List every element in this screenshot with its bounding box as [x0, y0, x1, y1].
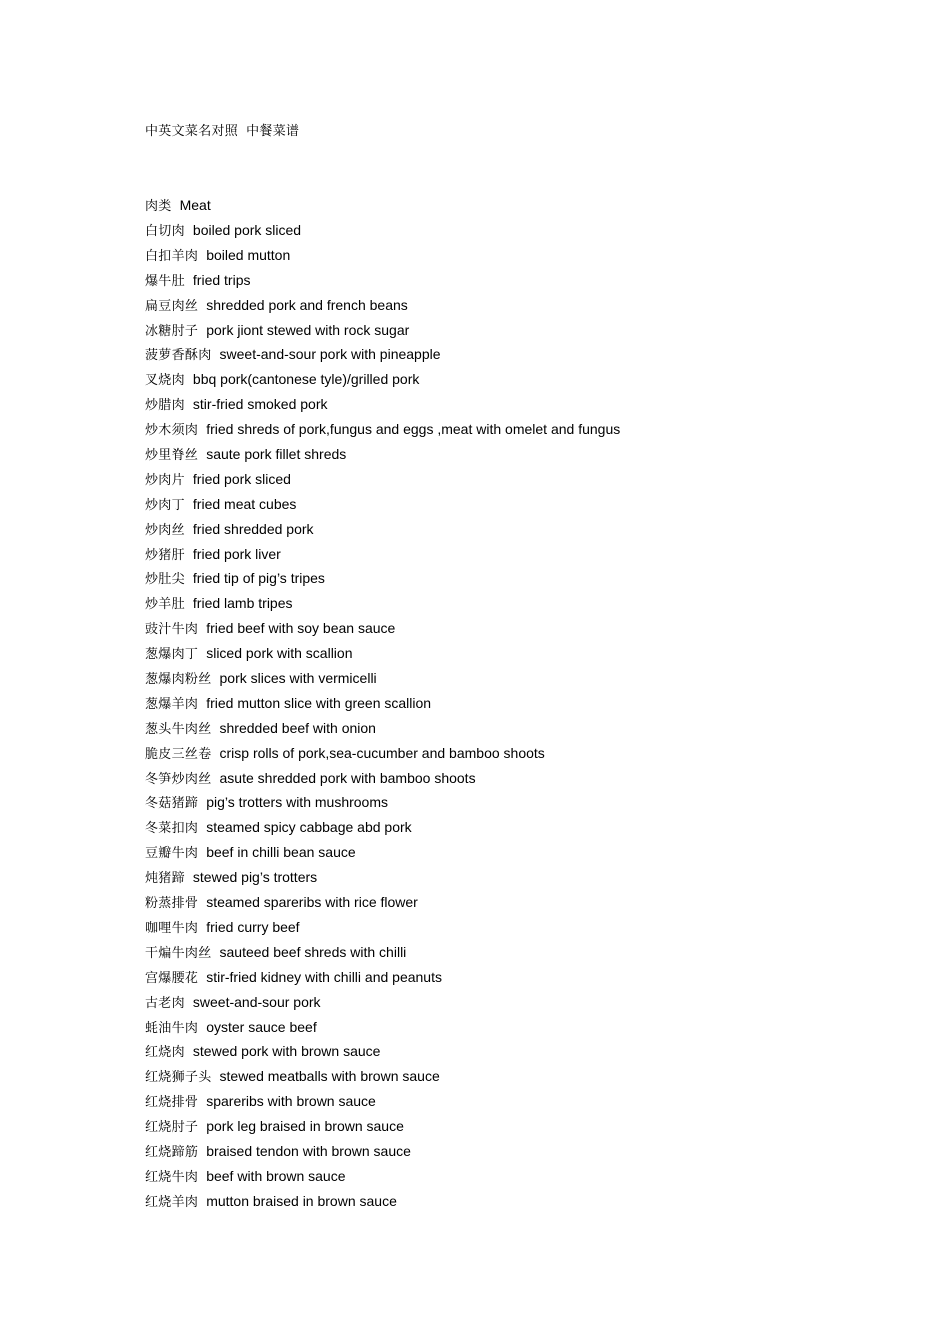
dish-name-en: stir-fried smoked pork	[192, 396, 328, 413]
dish-name-zh: 爆牛肚	[145, 273, 185, 289]
dish-entry	[145, 469, 620, 494]
dish-name-zh: 葱爆肉粉丝	[145, 672, 212, 688]
dish-name-zh: 红烧羊肉	[145, 1194, 199, 1210]
dish-name-en: bbq pork(cantonese tyle)/grilled pork	[192, 371, 420, 388]
dish-name-zh: 冬笋炒肉丝	[145, 771, 212, 787]
dish-entry	[145, 1091, 620, 1116]
dish-entry	[145, 494, 620, 519]
dish-name-en: steamed spicy cabbage abd pork	[206, 819, 412, 836]
dish-entry	[145, 768, 620, 793]
dish-name-zh: 豉汁牛肉	[145, 622, 199, 638]
dish-name-zh: 炒肉丁	[145, 497, 185, 513]
dish-name-en: stir-fried kidney with chilli and peanuts	[206, 968, 442, 985]
dish-entry	[145, 394, 620, 419]
dish-entry	[145, 743, 620, 768]
dish-name-zh: 粉蒸排骨	[145, 896, 199, 912]
dish-name-en: beef in chilli bean sauce	[206, 844, 356, 861]
dish-name-en: fried curry beef	[206, 918, 300, 935]
dish-name-zh: 红烧牛肉	[145, 1169, 199, 1185]
dish-name-zh: 葱爆肉丁	[145, 647, 199, 663]
section-heading-meat	[145, 195, 211, 217]
dish-entry	[145, 842, 620, 867]
dish-name-zh: 宫爆腰花	[145, 970, 199, 986]
dish-name-en: stewed pig’s trotters	[192, 869, 318, 886]
dish-name-zh: 冰糖肘子	[145, 323, 199, 339]
dish-entry	[145, 369, 620, 394]
dish-name-zh: 白扣羊肉	[145, 248, 199, 264]
dish-name-zh: 炒木须肉	[145, 423, 199, 439]
dish-name-zh: 红烧肘子	[145, 1120, 199, 1136]
dish-name-zh: 红烧蹄筋	[145, 1144, 199, 1160]
dish-name-en: boiled mutton	[206, 246, 291, 263]
dish-entry	[145, 867, 620, 892]
dish-name-en: pork leg braised in brown sauce	[206, 1118, 404, 1135]
dish-entry	[145, 1166, 620, 1191]
dish-name-zh: 豆瓣牛肉	[145, 846, 199, 862]
dish-entry	[145, 1066, 620, 1091]
dish-name-en: shredded beef with onion	[219, 719, 376, 736]
dish-name-en: asute shredded pork with bamboo shoots	[219, 769, 476, 786]
dish-entry	[145, 618, 620, 643]
dish-name-en: pig’s trotters with mushrooms	[206, 794, 389, 811]
dish-name-en: mutton braised in brown sauce	[206, 1192, 397, 1209]
dish-name-en: sweet-and-sour pork	[192, 993, 321, 1010]
dish-name-en: fried meat cubes	[192, 495, 297, 512]
dish-name-en: pork slices with vermicelli	[219, 670, 377, 687]
document-title	[145, 120, 299, 142]
dish-name-zh: 冬菜扣肉	[145, 821, 199, 837]
dish-entry	[145, 419, 620, 444]
dish-name-en: stewed meatballs with brown sauce	[219, 1068, 440, 1085]
dish-name-zh: 炒羊肚	[145, 597, 185, 613]
dish-name-zh: 干煸牛肉丝	[145, 945, 212, 961]
dish-name-en: fried beef with soy bean sauce	[206, 620, 396, 637]
dish-name-zh: 白切肉	[145, 224, 185, 239]
dish-entry	[145, 344, 620, 369]
dish-name-zh: 葱爆羊肉	[145, 696, 199, 712]
dish-name-zh: 叉烧肉	[145, 373, 185, 389]
dish-name-zh: 蚝油牛肉	[145, 1020, 199, 1036]
dish-entry	[145, 1191, 620, 1216]
dish-entry	[145, 593, 620, 618]
dish-entry	[145, 1141, 620, 1166]
dish-entry	[145, 245, 620, 270]
dish-list	[145, 220, 620, 1216]
dish-entry	[145, 718, 620, 743]
dish-entry	[145, 444, 620, 469]
dish-name-zh: 扁豆肉丝	[145, 298, 199, 314]
dish-entry	[145, 1017, 620, 1042]
dish-entry	[145, 792, 620, 817]
dish-name-zh: 炒肚尖	[145, 572, 185, 588]
dish-name-zh: 红烧狮子头	[145, 1070, 212, 1086]
dish-name-zh: 炖猪蹄	[145, 871, 185, 887]
dish-name-en: sauteed beef shreds with chilli	[219, 943, 407, 960]
dish-name-en: fried trips	[192, 271, 251, 288]
dish-name-en: fried tip of pig’s tripes	[192, 570, 325, 587]
dish-name-en: fried lamb tripes	[192, 595, 293, 612]
dish-entry	[145, 917, 620, 942]
dish-name-zh: 葱头牛肉丝	[145, 721, 212, 737]
dish-name-en: boiled pork sliced	[192, 222, 302, 238]
dish-name-en: fried pork liver	[192, 545, 281, 562]
dish-name-zh: 炒肉片	[145, 472, 185, 488]
dish-name-zh: 古老肉	[145, 995, 185, 1011]
dish-name-zh: 冬菇猪蹄	[145, 796, 199, 812]
dish-entry	[145, 892, 620, 917]
dish-entry	[145, 693, 620, 718]
dish-entry	[145, 544, 620, 569]
dish-entry	[145, 967, 620, 992]
dish-name-en: crisp rolls of pork,sea-cucumber and bamboo shoots	[219, 744, 545, 761]
dish-name-en: spareribs with brown sauce	[206, 1093, 376, 1110]
dish-entry	[145, 519, 620, 544]
dish-name-en: oyster sauce beef	[206, 1018, 317, 1035]
dish-entry	[145, 295, 620, 320]
dish-name-en: fried pork sliced	[192, 470, 291, 487]
dish-entry	[145, 320, 620, 345]
dish-entry	[145, 220, 620, 245]
dish-name-en: stewed pork with brown sauce	[192, 1043, 381, 1060]
dish-name-en: fried shreds of pork,fungus and eggs ,meat with omelet and fungus	[206, 421, 621, 438]
dish-name-en: pork jiont stewed with rock sugar	[206, 321, 410, 338]
dish-name-en: sweet-and-sour pork with pineapple	[219, 346, 441, 363]
dish-name-en: braised tendon with brown sauce	[206, 1142, 411, 1159]
dish-name-zh: 红烧肉	[145, 1045, 185, 1061]
dish-name-en: fried shredded pork	[192, 520, 314, 537]
dish-entry	[145, 270, 620, 295]
dish-name-en: steamed spareribs with rice flower	[206, 894, 418, 911]
title-part-2: 中餐菜谱	[246, 124, 300, 139]
dish-name-zh: 菠萝香酥肉	[145, 348, 212, 364]
dish-name-en: shredded pork and french beans	[206, 296, 408, 313]
dish-entry	[145, 668, 620, 693]
dish-name-zh: 炒腊肉	[145, 398, 185, 414]
dish-entry	[145, 643, 620, 668]
dish-entry	[145, 568, 620, 593]
dish-entry	[145, 942, 620, 967]
dish-name-en: beef with brown sauce	[206, 1167, 346, 1184]
dish-entry	[145, 1116, 620, 1141]
dish-name-zh: 炒猪肝	[145, 547, 185, 563]
dish-name-en: fried mutton slice with green scallion	[206, 694, 432, 711]
title-part-1: 中英文菜名对照	[145, 124, 239, 139]
dish-entry	[145, 1041, 620, 1066]
section-heading-zh: 肉类	[145, 199, 172, 214]
dish-name-zh: 红烧排骨	[145, 1095, 199, 1111]
dish-name-en: saute pork fillet shreds	[206, 446, 347, 463]
dish-name-en: sliced pork with scallion	[206, 645, 353, 662]
dish-entry	[145, 992, 620, 1017]
dish-name-zh: 炒里脊丝	[145, 448, 199, 464]
dish-entry	[145, 817, 620, 842]
dish-name-zh: 炒肉丝	[145, 522, 185, 538]
dish-name-zh: 咖哩牛肉	[145, 920, 199, 936]
section-heading-en: Meat	[179, 197, 211, 213]
dish-name-zh: 脆皮三丝卷	[145, 746, 212, 762]
